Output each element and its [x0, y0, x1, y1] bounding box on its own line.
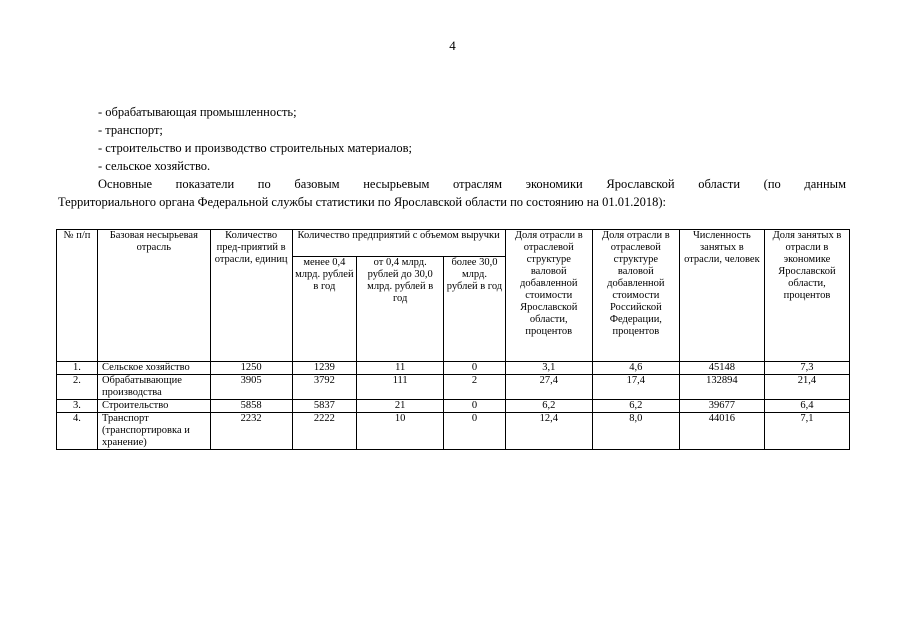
cell-count: 2232 — [210, 413, 292, 450]
col-header-share-rf: Доля отрасли в отраслевой структуре валовой добавленной стоимости Российской Федерации, процентов — [592, 230, 679, 362]
cell-mid: 21 — [357, 400, 444, 413]
cell-mid: 11 — [357, 362, 444, 375]
col-header-lt04: менее 0,4 млрд. рублей в год — [292, 257, 357, 362]
cell-sector: Обрабатывающие производства — [97, 375, 210, 400]
cell-lt04: 5837 — [292, 400, 357, 413]
cell-gt30: 2 — [444, 375, 506, 400]
list-item: - транспорт; — [98, 123, 163, 137]
col-header-revenue-group: Количество предприятий с объемом выручки — [292, 230, 505, 257]
cell-emp-share: 7,3 — [764, 362, 849, 375]
cell-num: 3. — [57, 400, 98, 413]
cell-employees: 132894 — [679, 375, 764, 400]
cell-lt04: 2222 — [292, 413, 357, 450]
cell-gt30: 0 — [444, 400, 506, 413]
cell-mid: 111 — [357, 375, 444, 400]
cell-share-rf: 17,4 — [592, 375, 679, 400]
cell-share-yar: 3,1 — [505, 362, 592, 375]
cell-employees: 39677 — [679, 400, 764, 413]
cell-emp-share: 7,1 — [764, 413, 849, 450]
cell-sector: Транспорт (транспортировка и хранение) — [97, 413, 210, 450]
cell-share-yar: 6,2 — [505, 400, 592, 413]
col-header-share-yar: Доля отрасли в отраслевой структуре валовой добавленной стоимости Ярославской области, процентов — [505, 230, 592, 362]
page-number: 4 — [449, 38, 456, 53]
cell-employees: 45148 — [679, 362, 764, 375]
indicators-table — [56, 229, 850, 450]
list-item: - сельское хозяйство. — [98, 159, 211, 173]
cell-count: 5858 — [210, 400, 292, 413]
table-row — [57, 362, 850, 375]
list-item: - обрабатывающая промышленность; — [98, 105, 297, 119]
intro-line: Основные показатели по базовым несырьевым отраслям экономики Ярославской области (по данным — [98, 177, 846, 191]
cell-lt04: 3792 — [292, 375, 357, 400]
cell-count: 3905 — [210, 375, 292, 400]
cell-gt30: 0 — [444, 413, 506, 450]
cell-num: 1. — [57, 362, 98, 375]
cell-share-rf: 8,0 — [592, 413, 679, 450]
cell-mid: 10 — [357, 413, 444, 450]
table-row — [57, 413, 850, 450]
cell-lt04: 1239 — [292, 362, 357, 375]
table-header-row — [57, 230, 850, 257]
cell-count: 1250 — [210, 362, 292, 375]
cell-num: 4. — [57, 413, 98, 450]
col-header-mid: от 0,4 млрд. рублей до 30,0 млрд. рублей в год — [357, 257, 444, 362]
cell-share-yar: 12,4 — [505, 413, 592, 450]
cell-gt30: 0 — [444, 362, 506, 375]
col-header-sector: Базовая несырьевая отрасль — [97, 230, 210, 362]
cell-share-yar: 27,4 — [505, 375, 592, 400]
col-header-count: Количество пред-приятий в отрасли, единиц — [210, 230, 292, 362]
col-header-employees: Численность занятых в отрасли, человек — [679, 230, 764, 362]
col-header-gt30: более 30,0 млрд. рублей в год — [444, 257, 506, 362]
cell-sector: Сельское хозяйство — [97, 362, 210, 375]
intro-paragraph — [58, 175, 846, 211]
list-item: - строительство и производство строительных материалов; — [98, 141, 412, 155]
sector-list — [98, 103, 412, 175]
table-row — [57, 375, 850, 400]
cell-sector: Строительство — [97, 400, 210, 413]
cell-emp-share: 21,4 — [764, 375, 849, 400]
col-header-emp-share: Доля занятых в отрасли в экономике Ярославской области, процентов — [764, 230, 849, 362]
cell-share-rf: 4,6 — [592, 362, 679, 375]
cell-employees: 44016 — [679, 413, 764, 450]
intro-line: Территориального органа Федеральной службы статистики по Ярославской области по состоянию на 01.01.2018): — [58, 195, 666, 209]
cell-share-rf: 6,2 — [592, 400, 679, 413]
cell-emp-share: 6,4 — [764, 400, 849, 413]
col-header-num: № п/п — [57, 230, 98, 362]
cell-num: 2. — [57, 375, 98, 400]
table-row — [57, 400, 850, 413]
